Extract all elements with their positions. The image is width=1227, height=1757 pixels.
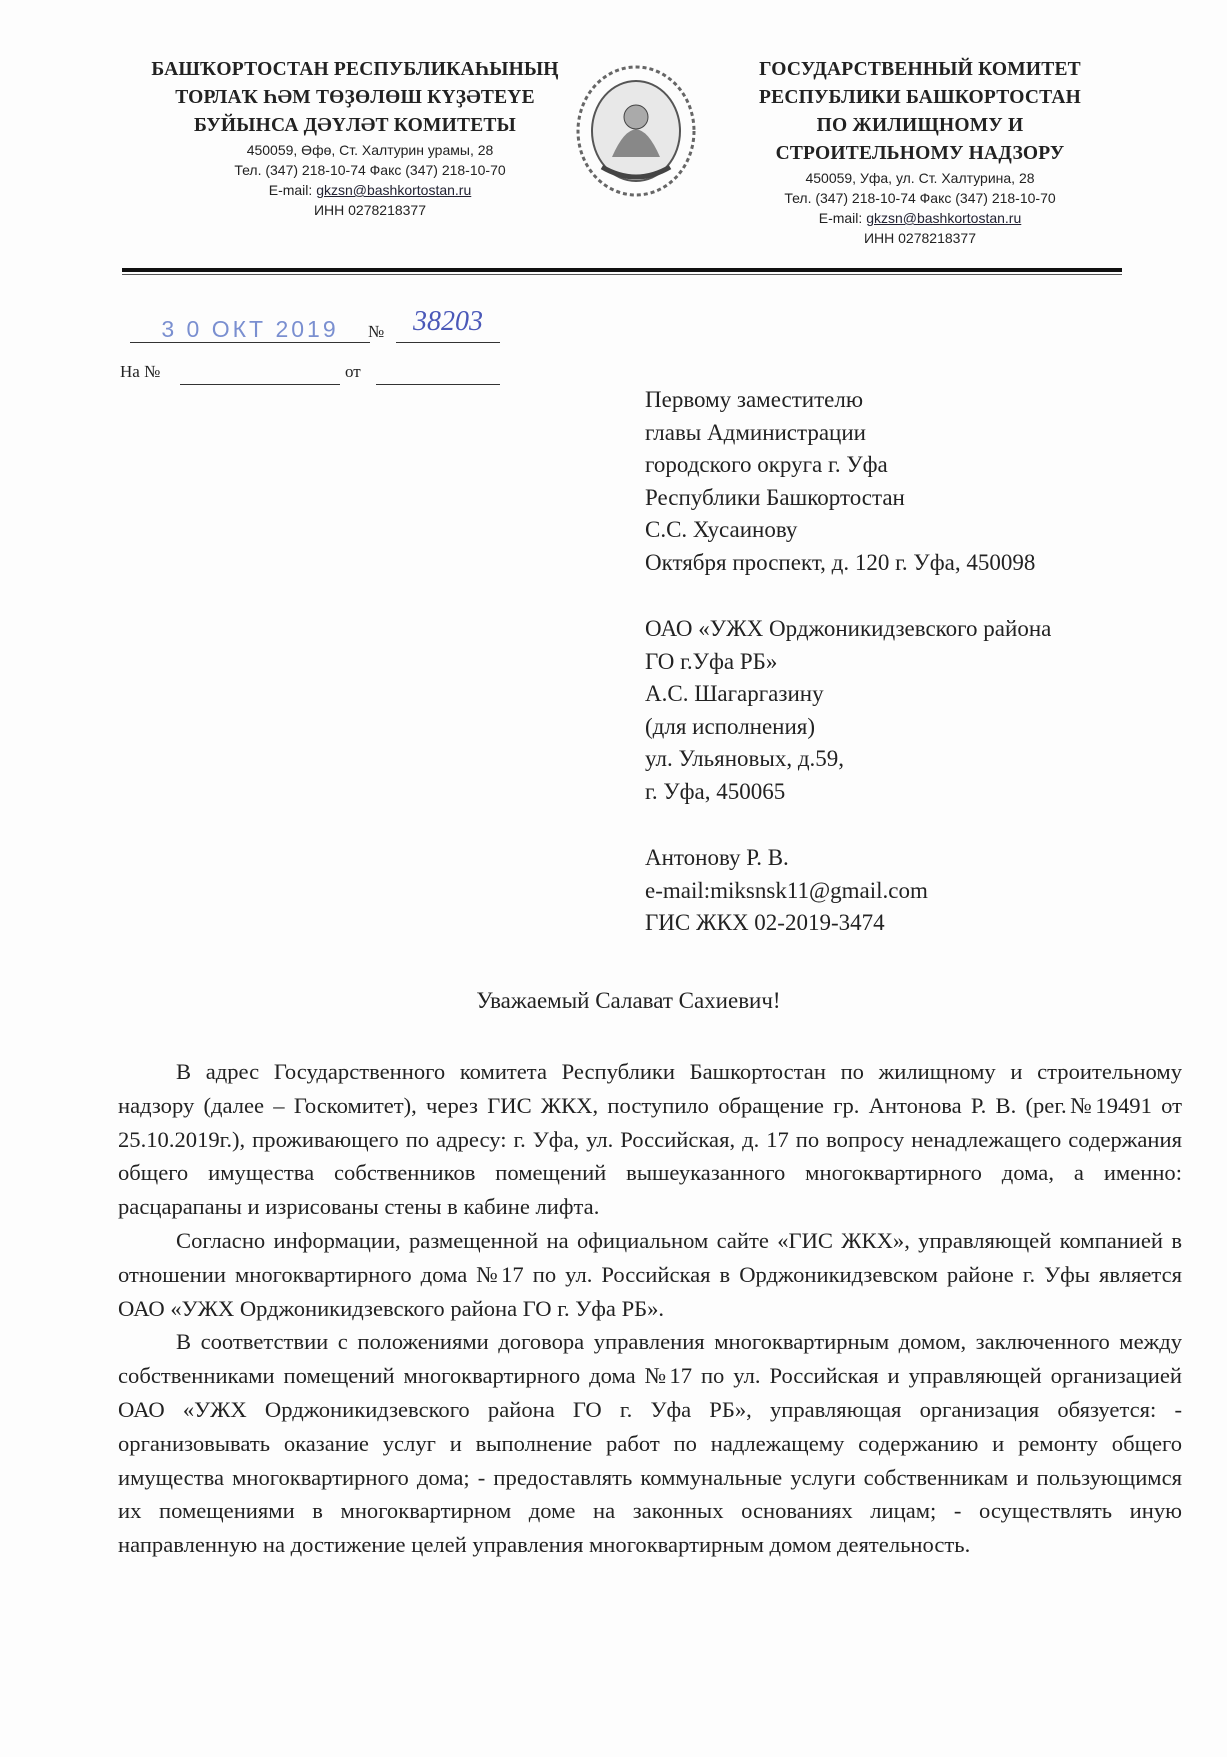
org-inn: ИНН 0278218377 (863, 230, 977, 246)
addressee-line: (для исполнения) (645, 713, 816, 739)
reply-to-label: На № (120, 362, 161, 381)
addressee-line: ОАО «УЖХ Орджоникидзевского района (645, 616, 1052, 641)
addressee-line: С.С. Хусаинову (645, 517, 798, 542)
header-divider (122, 268, 1122, 272)
email-label: E-mail: (268, 182, 313, 198)
addressee (645, 613, 1051, 808)
paragraph: В соответствии с положениями договора управления многоквартирным домом, заключенного между собственниками помещений многоквартирного дома №17 по ул. Российская и управляющей организацией ОАО «УЖХ Орджоникидзевского района ГО г. Уфа РБ», управляющая организация обязуется: - организовывать оказание услуг и выполнение работ по надлежащему содержанию и ремонту общего имущества многоквартирного дома; - предоставлять коммунальные услуги собственникам и пользующимся их помещениями в многоквартирном доме на законных основаниях лицам; - осуществлять иную направленную на достижение целей управления многоквартирным домом деятельность. (118, 1329, 1182, 1558)
addressee-line: А.С. Шагаргазину (645, 681, 824, 706)
org-inn: ИНН 0278218377 (313, 202, 427, 218)
org-phone: Тел. (347) 218-10-74 Факс (347) 218-10-70 (784, 190, 1056, 206)
email-label: E-mail: (818, 210, 863, 226)
header-right-russian (700, 56, 1140, 248)
org-name-line: СТРОИТЕЛЬНОМУ НАДЗОРУ (775, 143, 1065, 164)
org-name-line: РЕСПУБЛИКИ БАШКОРТОСТАН (759, 87, 1081, 108)
addressee-line: ГИС ЖКХ 02-2019-3474 (645, 910, 885, 935)
date-stamp: 3 0 ОКТ 2019 (130, 316, 370, 343)
addressee-line: главы Администрации (645, 419, 866, 445)
greeting: Уважаемый Салават Сахиевич! (476, 988, 781, 1013)
addressee-line: Антонову Р. В. (645, 845, 789, 870)
letter-body (118, 1055, 1182, 1562)
addressee (645, 842, 1051, 940)
from-label: от (345, 362, 361, 381)
number-label: № (368, 322, 385, 341)
header-divider-thin (122, 274, 1122, 275)
addressee (645, 384, 1051, 579)
addressee-line: Республики Башкортостан (645, 484, 905, 510)
org-address: 450059, Уфа, ул. Ст. Халтурина, 28 (805, 170, 1035, 186)
reply-date-blank (376, 384, 500, 385)
paragraph: Согласно информации, размещенной на официальном сайте «ГИС ЖКХ», управляющей компанией в отношении многоквартирного дома №17 по ул. Российская в Орджоникидзевском районе г. Уфы является ОАО «УЖХ Орджоникидзевского района ГО г. Уфа РБ». (118, 1227, 1182, 1321)
email-link[interactable]: gkzsn@bashkortostan.ru (316, 182, 472, 198)
email-link[interactable]: gkzsn@bashkortostan.ru (866, 210, 1022, 226)
addressee-line: ул. Ульяновых, д.59, (645, 746, 845, 771)
header-left-bashkir (110, 56, 600, 220)
addressee-line: ГО г.Уфа РБ» (645, 648, 778, 674)
paragraph: В адрес Государственного комитета Республики Башкортостан по жилищному и строительному надзору (далее – Госкомитет), через ГИС ЖКХ, поступило обращение гр. Антонова Р. В. (рег.№19491 от 25.10.2019г.), проживающего по адресу: г. Уфа, ул. Российская, д. 17 по вопросу ненадлежащего содержания общего имущества собственников помещений вышеуказанного многоквартирного дома, а именно: расцарапаны и изрисованы стены в кабине лифта. (118, 1059, 1182, 1220)
org-address: 450059, Өфө, Ст. Халтурин урамы, 28 (246, 142, 494, 158)
org-phone: Тел. (347) 218-10-74 Факс (347) 218-10-70 (234, 162, 506, 178)
addressee-line: г. Уфа, 450065 (645, 778, 786, 804)
reply-number-blank (180, 384, 340, 385)
addressee-block (645, 384, 1051, 940)
addressee-line: городского округа г. Уфа (645, 452, 888, 477)
coat-of-arms-emblem (572, 62, 700, 200)
org-name-line: ПО ЖИЛИЩНОМУ И (816, 115, 1024, 136)
org-name-line: БУЙЫНСА ДӘҮЛӘТ КОМИТЕТЫ (194, 115, 516, 136)
org-name-line: ГОСУДАРСТВЕННЫЙ КОМИТЕТ (759, 59, 1081, 80)
addressee-email: e-mail:miksnsk11@gmail.com (645, 877, 928, 903)
org-name-line: БАШҠОРТОСТАН РЕСПУБЛИКАҺЫНЫҢ (151, 59, 559, 80)
org-name-line: ТОРЛАҠ ҺӘМ ТӨҘӨЛӨШ КҮҘӘТЕҮЕ (175, 87, 535, 108)
addressee-line: Октября проспект, д. 120 г. Уфа, 450098 (645, 549, 1036, 575)
registration-number: 38203 (396, 306, 500, 343)
addressee-line: Первому заместителю (645, 387, 864, 412)
